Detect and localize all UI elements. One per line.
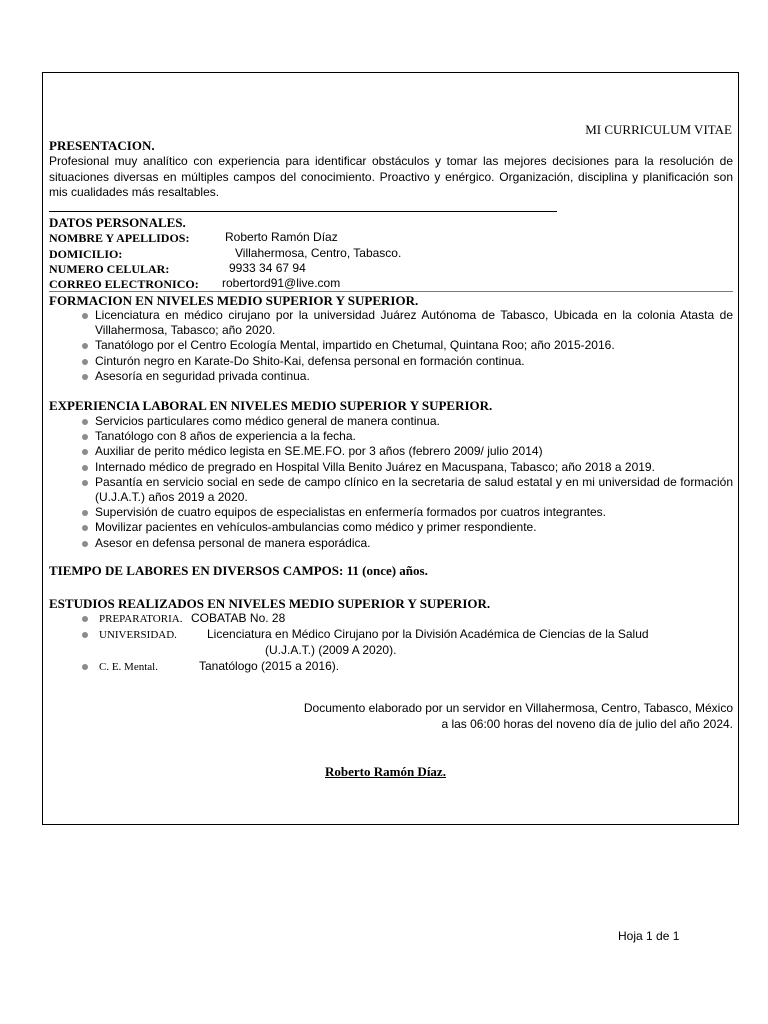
list-item: Licenciatura en médico cirujano por la universidad Juárez Autónoma de Tabasco, Ubicada en la colonia Atasta de Villahermosa, Tabasco; año 2020.	[49, 308, 733, 338]
bullet-icon	[82, 419, 88, 425]
formacion-list	[49, 308, 733, 384]
study-label: C. E. Mental.	[99, 660, 158, 673]
section-divider	[49, 211, 557, 212]
list-item: Tanatólogo con 8 años de experiencia a la fecha.	[49, 429, 733, 444]
list-item	[49, 627, 733, 643]
presentacion-heading: PRESENTACION.	[49, 138, 155, 153]
list-item: Cinturón negro en Karate-Do Shito-Kai, defensa personal en formación continua.	[49, 354, 733, 369]
bullet-icon	[82, 616, 88, 622]
bullet-icon	[82, 525, 88, 531]
list-item: Asesoría en seguridad privada continua.	[49, 369, 733, 384]
bullet-icon	[82, 313, 88, 319]
study-label: PREPARATORIA.	[99, 613, 183, 625]
bullet-icon	[82, 359, 88, 365]
section-divider-blue	[49, 291, 733, 292]
study-label: UNIVERSIDAD.	[99, 629, 177, 642]
list-item	[49, 659, 733, 675]
study-value: Licenciatura en Médico Cirujano por la División Académica de Ciencias de la Salud	[207, 627, 649, 642]
list-item: Supervisión de cuatro equipos de especialistas en enfermería formados por cuatros integrantes.	[49, 505, 733, 520]
study-value: Tanatólogo (2015 a 2016).	[199, 658, 340, 673]
domicilio-label: DOMICILIO:	[49, 247, 123, 261]
nombre-value: Roberto Ramón Díaz	[225, 230, 338, 244]
list-item: Servicios particulares como médico general de manera continua.	[49, 414, 733, 429]
page-number: Hoja 1 de 1	[618, 929, 680, 943]
domicilio-value: Villahermosa, Centro, Tabasco.	[235, 246, 402, 260]
list-item	[49, 611, 733, 627]
bullet-icon	[82, 449, 88, 455]
celular-value: 9933 34 67 94	[229, 261, 306, 275]
bullet-icon	[82, 664, 88, 670]
presentacion-text: Profesional muy analítico con experiencia para identificar obstáculos y tomar las mejores decisiones para la resolución de situaciones diversas en múltiples campos del conocimiento. Proactivo y enérgico. Organización, disciplina y planificación son mis cualidades más resaltables.	[49, 154, 733, 199]
closing-line-2: a las 06:00 horas del noveno día de julio del año 2024.	[441, 717, 733, 731]
datos-heading: DATOS PERSONALES.	[49, 215, 186, 230]
list-item: Auxiliar de perito médico legista en SE.ME.FO. por 3 años (febrero 2009/ julio 2014)	[49, 444, 733, 459]
correo-label: CORREO ELECTRONICO:	[49, 277, 199, 291]
list-item: Movilizar pacientes en vehículos-ambulancias como médico y primer respondiente.	[49, 520, 733, 535]
list-item: Internado médico de pregrado en Hospital Villa Benito Juárez en Macuspana, Tabasco; año 2018 a 2019.	[49, 460, 733, 475]
correo-value[interactable]: robertord91@live.com	[222, 276, 341, 290]
formacion-heading: FORMACION EN NIVELES MEDIO SUPERIOR Y SUPERIOR.	[49, 293, 419, 308]
celular-label: NUMERO CELULAR:	[49, 262, 170, 276]
bullet-icon	[82, 541, 88, 547]
estudios-heading: ESTUDIOS REALIZADOS EN NIVELES MEDIO SUPERIOR Y SUPERIOR.	[49, 596, 491, 611]
estudios-list	[49, 611, 733, 675]
list-item: Asesor en defensa personal de manera esporádica.	[49, 536, 733, 551]
bullet-icon	[82, 632, 88, 638]
bullet-icon	[82, 480, 88, 486]
bullet-icon	[82, 343, 88, 349]
signature-name: Roberto Ramón Díaz.	[325, 764, 446, 779]
bullet-icon	[82, 465, 88, 471]
bullet-icon	[82, 434, 88, 440]
tiempo-heading: TIEMPO DE LABORES EN DIVERSOS CAMPOS: 11 (once) años.	[49, 563, 428, 578]
closing-line-1: Documento elaborado por un servidor en Villahermosa, Centro, Tabasco, México	[303, 701, 733, 715]
document-title: MI CURRICULUM VITAE	[585, 122, 732, 137]
study-value: (U.J.A.T.) (2009 A 2020).	[265, 643, 397, 658]
nombre-label: NOMBRE Y APELLIDOS:	[49, 231, 190, 245]
list-item: Pasantía en servicio social en sede de campo clínico en la secretaria de salud estatal y en mi universidad de formación (U.J.A.T.) años 2019 a 2020.	[49, 475, 733, 505]
bullet-icon	[82, 510, 88, 516]
experiencia-list	[49, 414, 733, 551]
list-item-continuation	[49, 643, 733, 658]
bullet-icon	[82, 374, 88, 380]
study-value: COBATAB No. 28	[191, 611, 286, 625]
list-item: Tanatólogo por el Centro Ecología Mental, impartido en Chetumal, Quintana Roo; año 2015-2016.	[49, 338, 733, 353]
experiencia-heading: EXPERIENCIA LABORAL EN NIVELES MEDIO SUPERIOR Y SUPERIOR.	[49, 398, 493, 413]
